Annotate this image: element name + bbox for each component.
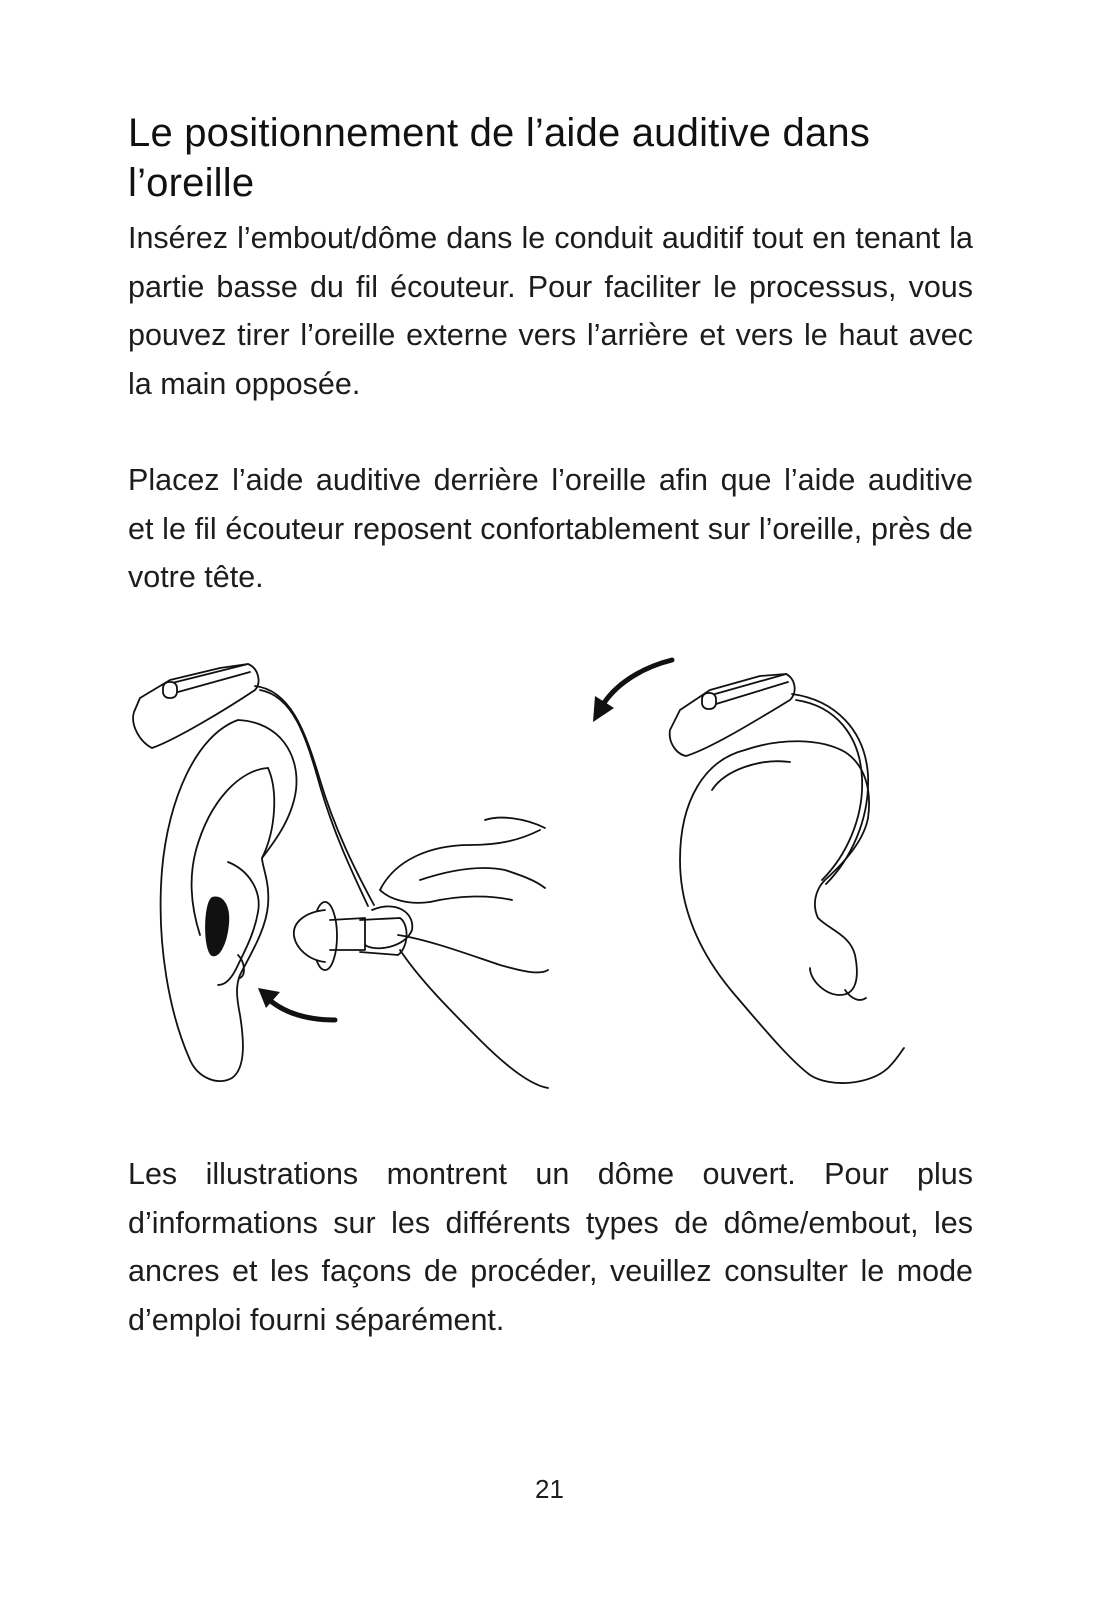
paragraph-placement: Placez l’aide auditive derrière l’oreille afin que l’aide auditive et le fil écouteur reposent confortablement sur l’oreille, près de votre tête.	[128, 463, 973, 594]
paragraph-illustration-note: Les illustrations montrent un dôme ouvert. Pour plus d’informations sur les différents types de dôme/embout, les ancres et les façons de procéder, veuillez consulter le mode d’emploi fourni séparément.	[128, 1157, 973, 1337]
hearing-aid-illustration	[120, 640, 920, 1110]
right-hearing-aid	[670, 674, 868, 884]
left-hand	[365, 818, 548, 1088]
page-title: Le positionnement de l’aide auditive dans l’oreille	[128, 111, 871, 205]
left-hearing-aid	[133, 664, 374, 906]
page-number: 21	[535, 1474, 564, 1504]
paragraph-insertion: Insérez l’embout/dôme dans le conduit auditif tout en tenant la partie basse du fil écouteur. Pour faciliter le processus, vous pouvez tirer l’oreille externe vers l’arrière et vers le haut avec la main opposée.	[128, 221, 973, 401]
left-ear-drawing	[161, 720, 297, 1081]
dome-tip	[294, 902, 407, 970]
arrow-down-left-icon	[593, 660, 672, 722]
right-ear-drawing	[680, 741, 904, 1083]
arrow-up-left-icon	[258, 988, 335, 1020]
